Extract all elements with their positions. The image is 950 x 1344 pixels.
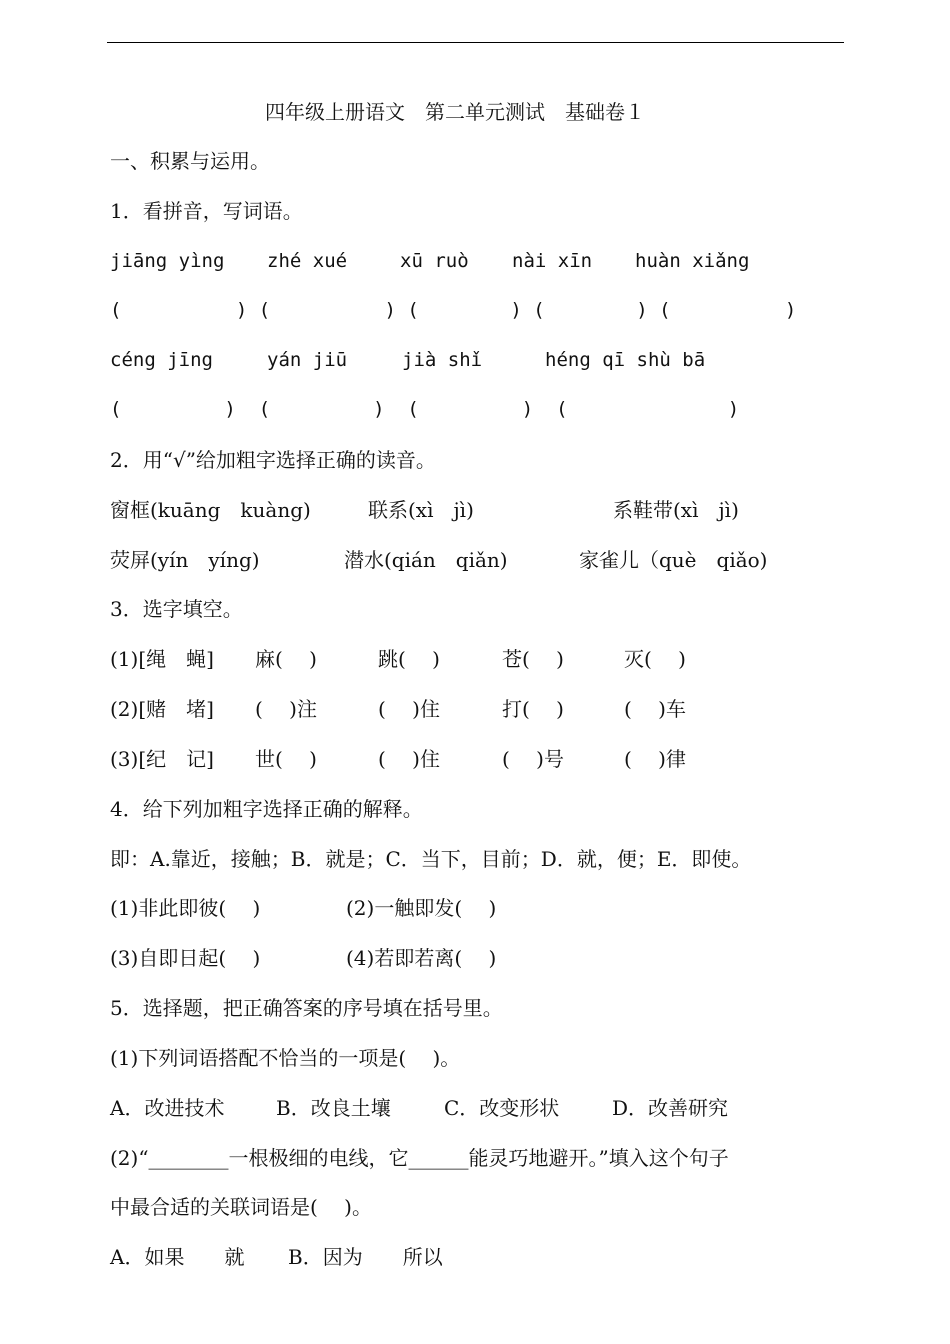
fill-blank[interactable]: 麻( ): [255, 647, 317, 671]
fill-blank[interactable]: 打( ): [502, 697, 564, 721]
sub-question-2: (2)“________一根极细的电线，它______能灵巧地避开。”填入这个句子: [110, 1146, 729, 1170]
meaning-item[interactable]: (4)若即若离( ): [346, 946, 497, 970]
question-2-heading: 2．用“√”给加粗字选择正确的读音。: [110, 448, 436, 472]
reading-row-2: [110, 546, 850, 574]
options-row: [110, 1243, 850, 1271]
option-b[interactable]: B．因为 所以: [288, 1245, 443, 1269]
option-b[interactable]: B．改良土壤: [276, 1096, 391, 1120]
pinyin-row-1: [110, 247, 850, 275]
pinyin-item: jià shǐ: [402, 349, 483, 371]
reading-choice[interactable]: 荧屏(yín yíng): [110, 548, 260, 572]
options-row: [110, 1094, 850, 1122]
header-rule: [107, 42, 844, 43]
fill-blank[interactable]: 灭( ): [624, 647, 686, 671]
pinyin-row-2: [110, 346, 850, 374]
reading-choice[interactable]: 窗框(kuāng kuàng): [110, 498, 311, 522]
reading-choice[interactable]: 联系(xì jì): [368, 498, 474, 522]
page-title: 四年级上册语文 第二单元测试 基础卷１: [265, 100, 645, 124]
question-1-heading: 1．看拼音，写词语。: [110, 199, 303, 223]
reading-choice[interactable]: 系鞋带(xì jì): [613, 498, 739, 522]
question-3-heading: 3．选字填空。: [110, 597, 243, 621]
meaning-item[interactable]: (2)一触即发( ): [346, 896, 497, 920]
fill-blank[interactable]: 苍( ): [502, 647, 564, 671]
fill-blank[interactable]: 世( ): [255, 747, 317, 771]
pinyin-item: céng jīng: [110, 349, 213, 371]
reading-row-1: [110, 496, 850, 524]
answer-blanks-row-1[interactable]: ( ) ( ) ( ) ( ) ( ): [110, 299, 797, 321]
pinyin-item: zhé xué: [267, 250, 348, 272]
fill-row: [110, 745, 850, 773]
sub-question-2-cont: 中最合适的关联词语是( )。: [110, 1195, 372, 1219]
char-options: (3)[纪 记]: [110, 747, 214, 771]
sub-question-1: (1)下列词语搭配不恰当的一项是( )。: [110, 1046, 461, 1070]
fill-blank[interactable]: ( )注: [255, 697, 317, 721]
fill-blank[interactable]: ( )车: [624, 697, 686, 721]
fill-blank[interactable]: ( )律: [624, 747, 686, 771]
char-options: (1)[绳 蝇]: [110, 647, 214, 671]
char-options: (2)[赌 堵]: [110, 697, 214, 721]
answer-blanks-row-2[interactable]: ( ) ( ) ( ) ( ): [110, 398, 740, 420]
option-a[interactable]: A．改进技术: [110, 1096, 225, 1120]
option-d[interactable]: D．改善研究: [612, 1096, 729, 1120]
question-5-heading: 5．选择题，把正确答案的序号填在括号里。: [110, 996, 503, 1020]
option-a[interactable]: A．如果 就: [110, 1245, 245, 1269]
question-4-heading: 4．给下列加粗字选择正确的解释。: [110, 797, 423, 821]
option-c[interactable]: C．改变形状: [444, 1096, 560, 1120]
fill-row: [110, 695, 850, 723]
fill-row: [110, 645, 850, 673]
pinyin-item: xū ruò: [400, 250, 469, 272]
definitions-list: 即：A.靠近，接触；B．就是；C．当下，目前；D．就，便；E．即使。: [110, 847, 752, 871]
meaning-item[interactable]: (1)非此即彼( ): [110, 896, 261, 920]
reading-choice[interactable]: 家雀儿（què qiǎo): [579, 548, 768, 572]
pinyin-item: héng qī shù bā: [545, 349, 706, 371]
fill-blank[interactable]: 跳( ): [378, 647, 440, 671]
pinyin-item: nài xīn: [512, 250, 593, 272]
meaning-item[interactable]: (3)自即日起( ): [110, 946, 261, 970]
pinyin-item: yán jiū: [267, 349, 348, 371]
section-heading: 一、积累与运用。: [110, 149, 270, 173]
pinyin-item: jiāng yìng: [110, 250, 225, 272]
fill-blank[interactable]: ( )号: [502, 747, 564, 771]
fill-blank[interactable]: ( )住: [378, 697, 440, 721]
reading-choice[interactable]: 潜水(qián qiǎn): [344, 548, 508, 572]
fill-blank[interactable]: ( )住: [378, 747, 440, 771]
meaning-row: [110, 894, 850, 922]
meaning-row: [110, 944, 850, 972]
pinyin-item: huàn xiǎng: [635, 250, 750, 272]
